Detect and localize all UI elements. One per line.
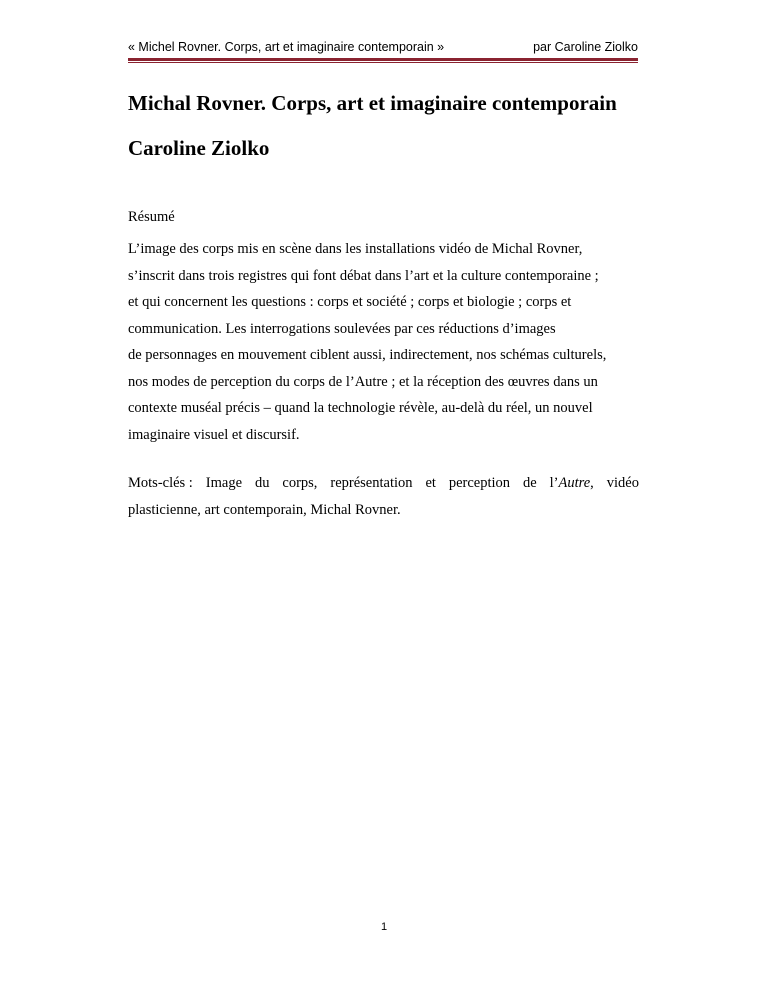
abstract-line: s’inscrit dans trois registres qui font débat dans l’art et la culture contemporaine ; — [128, 267, 599, 284]
keyword-word: de — [523, 475, 537, 491]
keywords-label: Mots-clés : — [128, 475, 193, 491]
header-rule-thick — [128, 58, 638, 61]
running-header-title: « Michel Rovner. Corps, art et imaginaire contemporain » — [128, 40, 445, 54]
keyword-word: du — [254, 475, 270, 491]
article-author: Caroline Ziolko — [128, 136, 270, 160]
keyword-autre-italic: Autre — [558, 475, 591, 491]
abstract-line: et qui concernent les questions : corps et société ; corps et biologie ; corps et — [128, 294, 572, 310]
keywords-line-1 — [128, 470, 639, 497]
abstract-heading: Résumé — [128, 209, 175, 225]
abstract-line: L’image des corps mis en scène dans les installations vidéo de Michal Rovner, — [128, 241, 583, 257]
keywords-line-2: plasticienne, art contemporain, Michal Rovner. — [128, 501, 401, 518]
abstract-line: nos modes de perception du corps de l’Autre ; et la réception des œuvres dans un — [128, 373, 598, 390]
running-header — [128, 40, 638, 54]
keyword-autre: l’Autre, — [549, 475, 594, 491]
keyword-word: vidéo — [606, 475, 639, 491]
page-number: 1 — [380, 921, 388, 933]
abstract-line: contexte muséal précis – quand la technologie révèle, au-delà du réel, un nouvel — [128, 400, 593, 416]
keyword-word: représentation — [330, 475, 413, 491]
header-rule — [128, 58, 638, 63]
header-rule-thin — [128, 62, 638, 63]
abstract-line: de personnages en mouvement ciblent aussi, indirectement, nos schémas culturels, — [128, 347, 607, 363]
abstract-line: communication. Les interrogations soulevées par ces réductions d’images — [128, 320, 556, 337]
keyword-word: Image — [205, 475, 243, 491]
keyword-word: corps, — [282, 475, 318, 491]
article-title: Michal Rovner. Corps, art et imaginaire contemporain — [128, 91, 617, 115]
running-header-author: par Caroline Ziolko — [533, 40, 638, 54]
abstract-line: imaginaire visuel et discursif. — [128, 426, 300, 443]
keywords-paragraph — [128, 470, 639, 523]
abstract-paragraph — [128, 236, 648, 448]
keyword-word: et — [425, 475, 436, 491]
keyword-word: perception — [448, 475, 511, 491]
